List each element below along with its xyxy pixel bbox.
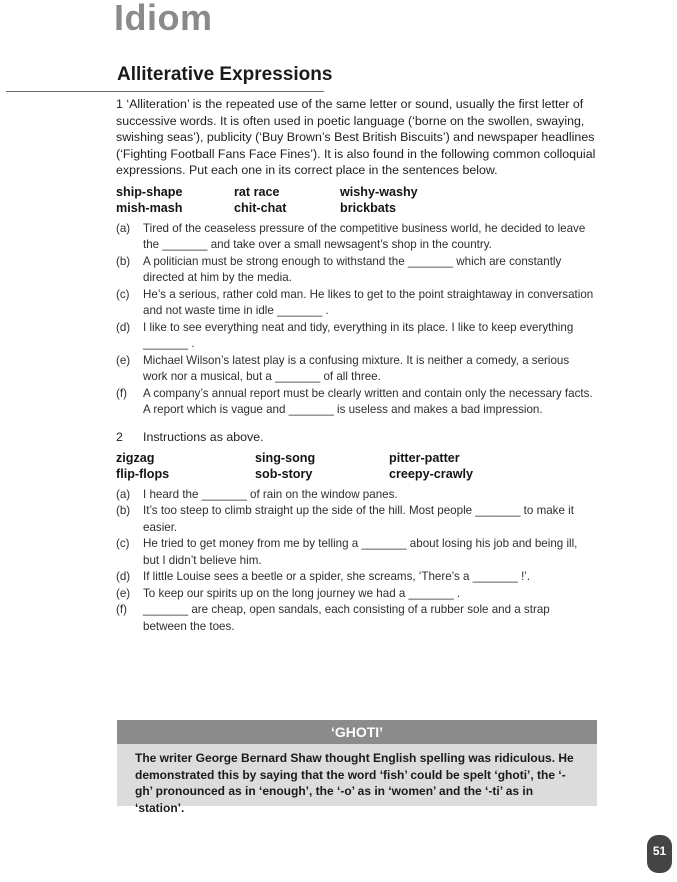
info-box-text: The writer George Bernard Shaw thought English spelling was ridiculous. He demonstrated this by saying that the word ‘fish’ could be spelt ‘ghoti’, the ‘-gh’ pronounced as in ‘enough’, the ‘-o’ as in ‘women’ and the ‘-ti’ as in ‘station’. <box>135 751 574 815</box>
word-item: brickbats <box>340 200 396 215</box>
question-text: To keep our spirits up on the long journey we had a _______ . <box>143 586 461 600</box>
word-item: rat race <box>234 184 280 199</box>
section-title: Alliterative Expressions <box>117 64 333 85</box>
info-box-title: ‘GHOTI’ <box>117 720 597 744</box>
question-text: Tired of the ceaseless pressure of the competitive business world, he decided to leave the _______ and take over a small newsagent’s shop in the country. <box>143 221 586 252</box>
exercise-1-word-list <box>116 184 596 216</box>
exercise-2-word-list <box>116 450 596 482</box>
question-item <box>116 221 596 254</box>
question-text: I heard the _______ of rain on the window panes. <box>143 487 398 501</box>
word-item: pitter-patter <box>389 450 460 465</box>
question-label: (b) <box>116 504 131 518</box>
question-label: (e) <box>116 353 131 367</box>
question-label: (c) <box>116 537 130 551</box>
question-text: He’s a serious, rather cold man. He likes to get to the point straightaway in conversation and not waste time in idle _______ . <box>143 287 594 318</box>
page-number-badge: 51 <box>647 835 672 873</box>
question-label: (d) <box>116 320 131 334</box>
question-text: A company’s annual report must be clearly written and contain only the necessary facts. A report which is vague and _______ is useless and makes a bad impression. <box>143 386 593 417</box>
question-text: Michael Wilson’s latest play is a confusing mixture. It is neither a comedy, a serious work nor a musical, but a _______ of all three. <box>143 353 570 384</box>
page-title: Idiom <box>114 0 213 38</box>
exercise-2-questions <box>116 487 596 636</box>
exercise-2-instruction: Instructions as above. <box>143 429 264 444</box>
question-item <box>116 487 596 504</box>
question-text: He tried to get money from me by telling a _______ about losing his job and being ill, but I didn’t believe him. <box>143 537 578 567</box>
word-item: chit-chat <box>234 200 287 215</box>
question-text: If little Louise sees a beetle or a spider, she screams, ‘There’s a _______ !’. <box>143 570 531 584</box>
question-item <box>116 586 596 603</box>
question-label: (d) <box>116 570 131 584</box>
word-item: mish-mash <box>116 200 183 215</box>
question-label: (c) <box>116 287 130 301</box>
question-item <box>116 287 596 320</box>
question-label: (e) <box>116 586 131 600</box>
word-item: flip-flops <box>116 466 170 481</box>
word-item: wishy-washy <box>340 184 418 199</box>
exercise-1-intro: 1 ‘Alliteration’ is the repeated use of the same letter or sound, usually the first letter of successive words. It is often used in poetic language (‘borne on the swollen, swaying, swishing seas’), publicity (‘Buy Brown’s Best British Biscuits’) and newspaper headlines (‘Fighting Football Fans Face Fines’). It is also found in the following common colloquial expressions. Put each one in its correct place in the sentences below. <box>116 97 596 178</box>
exercise-2-number: 2 <box>116 429 123 444</box>
info-box <box>117 744 597 815</box>
section-divider <box>6 91 324 92</box>
question-item <box>116 254 596 287</box>
question-text: I like to see everything neat and tidy, everything in its place. I like to keep everything _______ . <box>143 320 574 351</box>
question-item <box>116 569 596 586</box>
question-item <box>116 353 596 386</box>
question-text: _______ are cheap, open sandals, each consisting of a rubber sole and a strap between the toes. <box>143 603 550 633</box>
question-item <box>116 536 596 569</box>
exercise-2-intro <box>116 429 596 445</box>
question-text: A politician must be strong enough to withstand the _______ which are constantly directed at him by the media. <box>143 254 562 285</box>
question-item <box>116 602 596 635</box>
word-item: sing-song <box>255 450 316 465</box>
word-item: creepy-crawly <box>389 466 474 481</box>
question-label: (f) <box>116 386 127 400</box>
question-label: (b) <box>116 254 131 268</box>
question-item <box>116 503 596 536</box>
question-item <box>116 386 596 419</box>
question-item <box>116 320 596 353</box>
word-item: ship-shape <box>116 184 183 199</box>
exercise-1-questions <box>116 221 596 419</box>
exercise-content <box>116 96 596 635</box>
word-item: sob-story <box>255 466 313 481</box>
question-label: (a) <box>116 221 131 235</box>
question-label: (a) <box>116 487 131 501</box>
question-text: It’s too steep to climb straight up the side of the hill. Most people _______ to make it easier. <box>143 504 574 534</box>
word-item: zigzag <box>116 450 155 465</box>
question-label: (f) <box>116 603 127 617</box>
